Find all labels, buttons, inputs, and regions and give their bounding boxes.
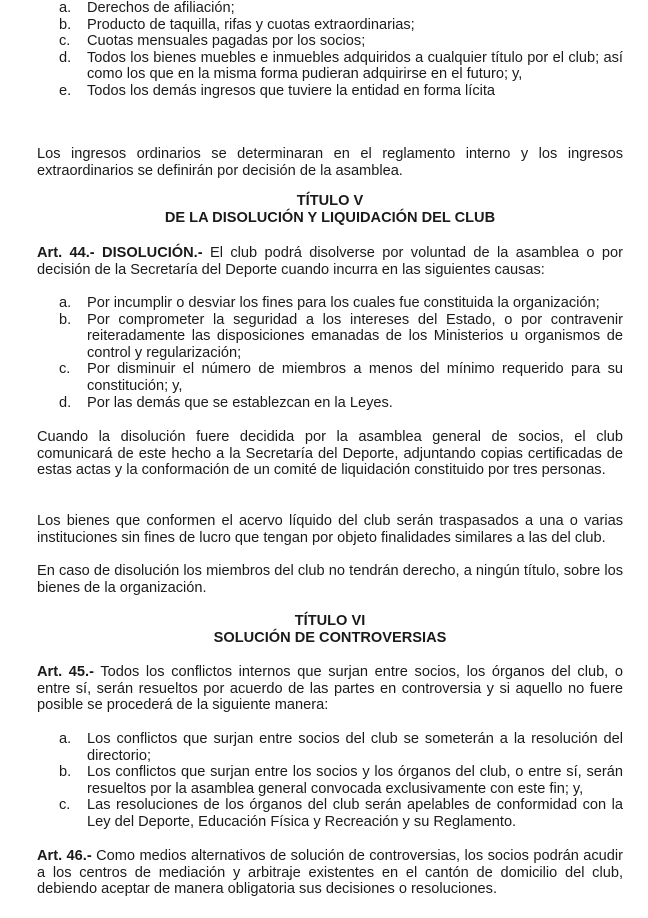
art-44-paragraph [37,245,623,278]
list-item-marker: d. [59,394,72,411]
list-item-text: Por incumplir o desviar los fines para los cuales fue constituida la organización; [87,295,600,311]
list-item-marker: b. [59,764,72,781]
list-item [37,797,623,830]
list-item-marker: a. [59,731,72,747]
list-item-text: Derechos de afiliación; [87,0,235,16]
list-item-marker: b. [59,16,72,33]
list-item-marker: c. [59,361,71,378]
titulo-v-number: TÍTULO V [296,193,364,209]
art-45-text: Todos los conflictos internos que surjan entre socios, los órganos del club, o entre sí, serán resueltos por acuerdo de las partes en controversia y si aquello no fuere posible se procederá de la siguiente manera: [37,664,624,714]
dissolution-paragraph: Cuando la disolución fuere decidida por la asamblea general de socios, el club comunicará de este hecho a la Secretaría del Deporte, adjuntando copias certificadas de estas actas y la conformación de un comité de liquidación constituido por tres personas. [37,429,623,479]
art-46-text: Como medios alternativos de solución de controversias, los socios podrán acudir a los centros de mediación y arbitraje existentes en el cantón de domicilio del club, debiendo aceptar de manera obligatoria sus decisiones o resoluciones. [37,848,623,898]
list-item-marker: c. [59,797,71,814]
titulo-vi-heading [37,613,623,646]
list-item-marker: a. [59,0,72,16]
list-item [37,33,623,50]
conflicts-list [37,731,623,831]
income-list [37,0,623,100]
dissolution-causes-list [37,295,623,411]
list-item [37,0,623,17]
list-item-text: Por las demás que se establezcan en la Leyes. [87,394,393,411]
income-paragraph: Los ingresos ordinarios se determinaran en el reglamento interno y los ingresos extraordinarios se definirán por decisión de la asamblea. [37,146,623,179]
list-item [37,361,623,394]
list-item-text: Por disminuir el número de miembros a menos del mínimo requerido para su constitución; y, [87,361,623,394]
members-paragraph: En caso de disolución los miembros del club no tendrán derecho, a ningún título, sobre los bienes de la organización. [37,563,623,596]
list-item [37,295,623,312]
assets-paragraph: Los bienes que conformen el acervo líquido del club serán traspasados a una o varias instituciones sin fines de lucro que tengan por objeto finalidades similares a las del club. [37,513,623,546]
list-item [37,395,623,412]
art-46-label: Art. 46.- [37,848,92,864]
list-item-text: Producto de taquilla, rifas y cuotas extraordinarias; [87,16,415,33]
list-item-text: Por comprometer la seguridad a los intereses del Estado, o por contravenir reiteradamente las disposiciones emanadas de los Ministerios u organismos de control y regularización; [87,311,623,361]
titulo-vi-title: SOLUCIÓN DE CONTROVERSIAS [213,629,447,646]
titulo-vi-number: TÍTULO VI [294,613,366,629]
list-item [37,764,623,797]
list-item-text: Los conflictos que surjan entre socios del club se someterán a la resolución del directorio; [87,731,623,764]
list-item [37,83,623,100]
art-46-paragraph [37,848,623,898]
list-item-text: Todos los demás ingresos que tuviere la entidad en forma lícita [87,82,496,99]
titulo-v-heading [37,193,623,226]
art-44-text: El club podrá disolverse por voluntad de la asamblea o por decisión de la Secretaría del Deporte cuando incurra en las siguientes causas: [37,245,623,278]
list-item-text: Cuotas mensuales pagadas por los socios; [87,33,366,50]
list-item-text: Todos los bienes muebles e inmuebles adquiridos a cualquier título por el club; así como los que en la misma forma pudieran adquirirse en el futuro; y, [87,49,623,83]
list-item-marker: c. [59,33,71,50]
list-item-marker: b. [59,311,72,328]
list-item-text: Los conflictos que surjan entre los socios y los órganos del club, o entre sí, serán resueltos por la asamblea general convocada exclusivamente con este fin; y, [87,764,623,797]
list-item [37,731,623,764]
list-item-marker: d. [59,49,72,66]
art-45-label: Art. 45.- [37,664,94,680]
list-item [37,17,623,34]
list-item-marker: e. [59,82,72,99]
list-item [37,50,623,83]
list-item-marker: a. [59,295,72,311]
list-item [37,312,623,362]
list-item-text: Las resoluciones de los órganos del club serán apelables de conformidad con la Ley del Deporte, Educación Física y Recreación y su Reglamento. [87,797,623,830]
titulo-v-title: DE LA DISOLUCIÓN Y LIQUIDACIÓN DEL CLUB [164,209,496,226]
art-44-label: Art. 44.- DISOLUCIÓN.- [37,245,203,261]
art-45-paragraph [37,664,623,714]
